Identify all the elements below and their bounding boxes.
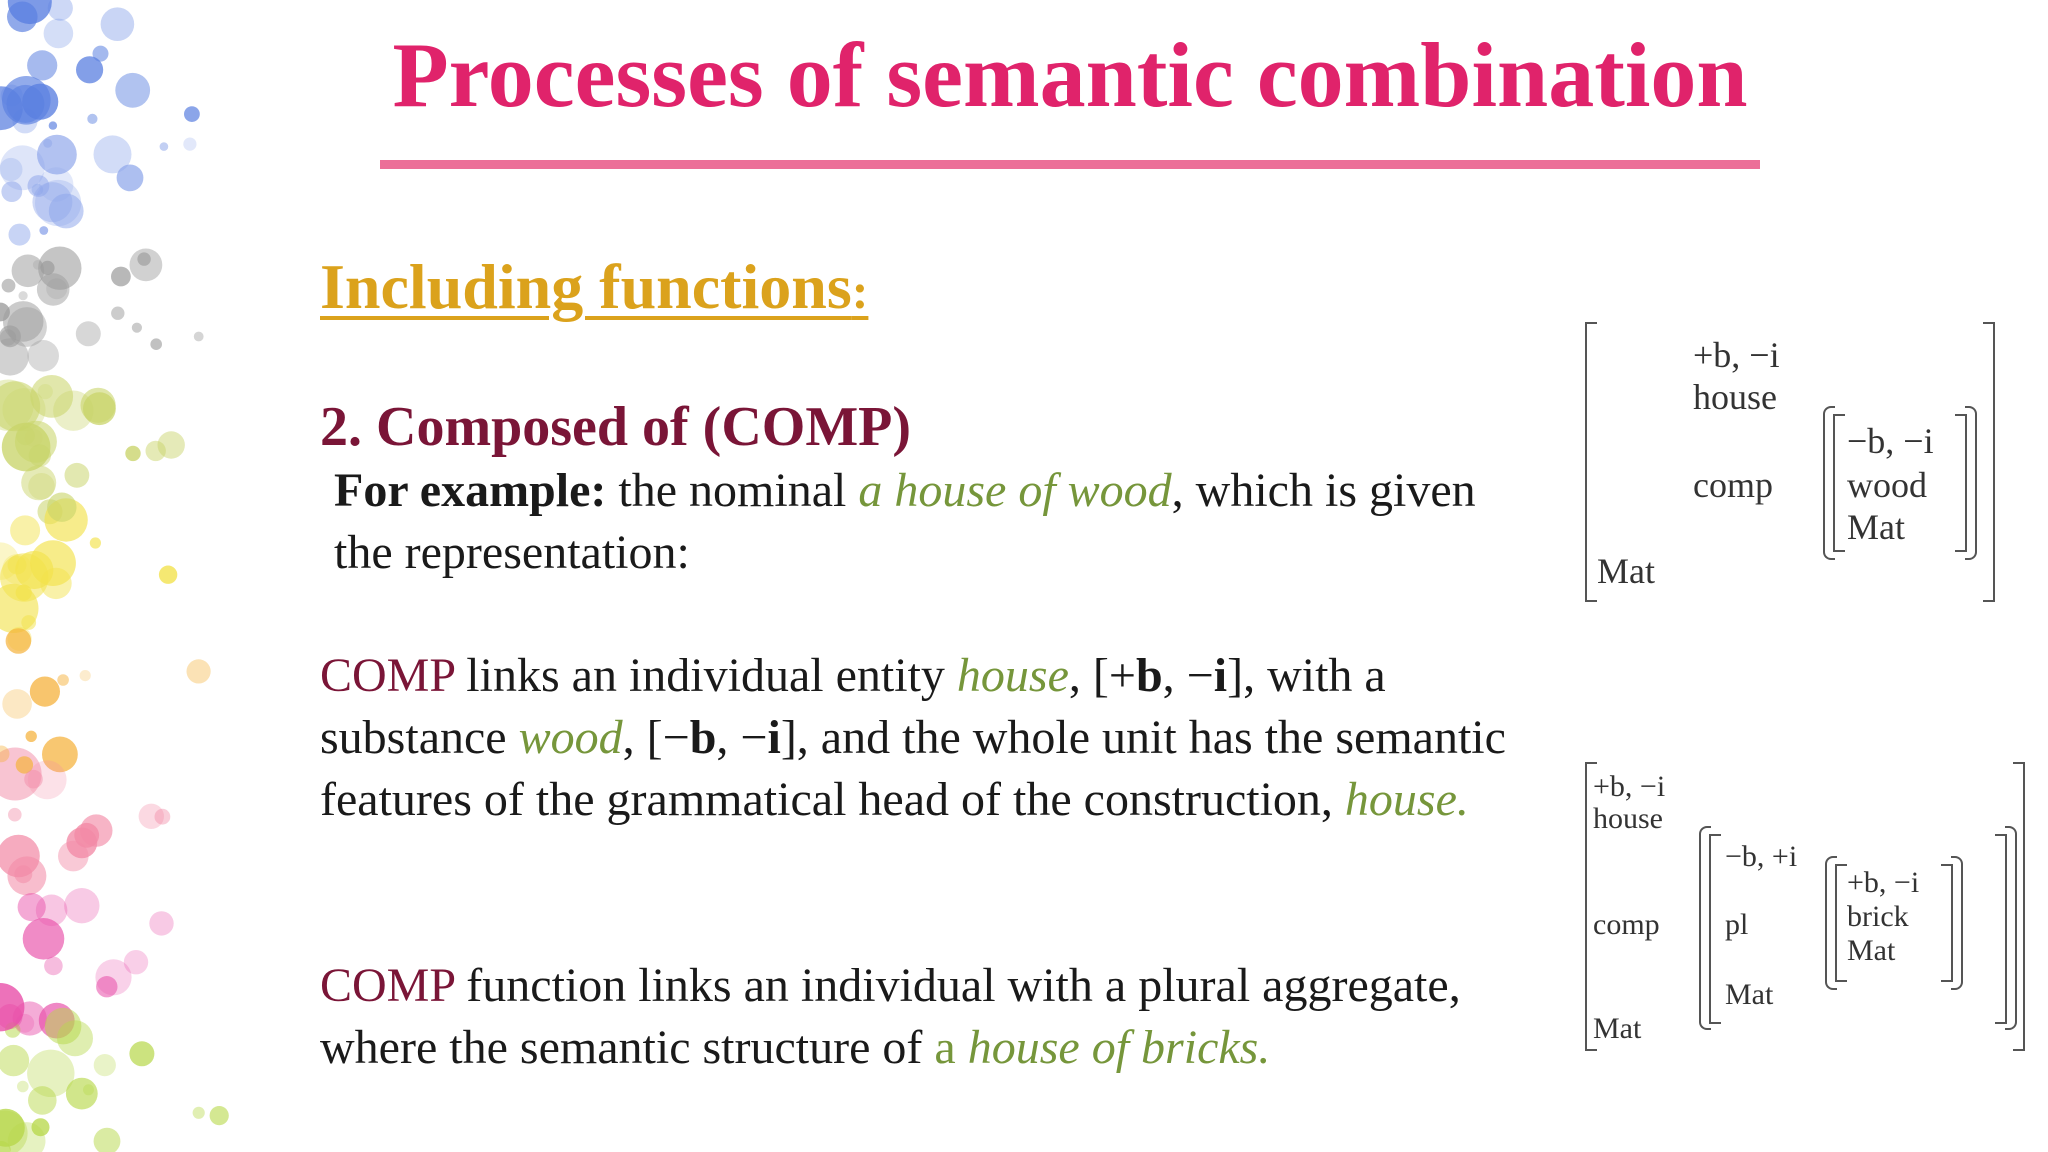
bubble: [187, 659, 211, 683]
bubble: [37, 273, 70, 306]
feature-i: i: [767, 711, 781, 764]
bubble: [27, 50, 57, 80]
bubble: [76, 321, 101, 346]
comp-paragraph-1: [320, 645, 1560, 831]
bubble: [94, 1128, 121, 1152]
bubble: [111, 307, 124, 320]
inner-right-paren: [1965, 406, 1977, 560]
bubble: [32, 1118, 50, 1136]
subheading-text: Including functions: [320, 251, 852, 322]
comp-label: comp: [1593, 908, 1660, 941]
bubble: [0, 1045, 29, 1076]
example-phrase: a house of wood: [858, 464, 1172, 517]
example-text-2: , which is given the representation:: [334, 464, 1476, 579]
bubble: [93, 46, 109, 62]
outer-mat: Mat: [1593, 1012, 1642, 1045]
comp-term: COMP: [320, 959, 455, 1012]
bubble: [0, 1111, 28, 1152]
subheading-colon: :: [851, 263, 869, 319]
feature-matrix-house-of-bricks: [1585, 762, 2025, 1052]
bubble: [193, 1107, 205, 1119]
bubble: [184, 106, 200, 122]
bubble: [150, 338, 162, 350]
head-word: house: [1693, 377, 1777, 417]
inner-mat: Mat: [1847, 507, 1905, 547]
outer-features: +b, −i: [1593, 770, 1666, 803]
bubble: [23, 918, 65, 960]
point-heading: 2. Composed of (COMP): [320, 396, 912, 458]
example-paragraph: [334, 460, 1534, 584]
mid-left-bracket: [1709, 834, 1721, 1024]
bubble: [158, 431, 185, 458]
comp1-text: ], and the whole unit has the semantic features of the grammatical head of the construction,: [320, 711, 1506, 826]
bubble: [19, 291, 28, 300]
comp1-example-wood: wood: [518, 711, 623, 764]
comp-label: comp: [1693, 465, 1773, 505]
comp1-text: , −: [1162, 649, 1214, 702]
bubble: [7, 856, 46, 895]
bubble: [139, 804, 164, 829]
bubble: [16, 426, 35, 445]
bubble: [30, 540, 76, 586]
bubble: [149, 911, 173, 935]
bubble: [96, 976, 117, 997]
bubble: [183, 138, 196, 151]
comp2-example-phrase: house of bricks.: [967, 1021, 1271, 1074]
bubble: [87, 114, 97, 124]
inner-left-bracket: [1833, 414, 1845, 552]
slide-title: Processes of semantic combination: [392, 24, 1748, 126]
bubble: [39, 226, 48, 235]
bubble: [47, 493, 76, 522]
comp1-text: , −: [716, 711, 768, 764]
bubble: [101, 7, 135, 41]
comp1-text: , [+: [1068, 649, 1136, 702]
outer-features: +b, −i: [1693, 335, 1780, 375]
bubble: [65, 463, 90, 488]
inner-word: brick: [1847, 900, 1909, 933]
mid-features: −b, +i: [1725, 840, 1798, 873]
bubble: [9, 224, 31, 246]
bubble: [21, 615, 36, 630]
comp1-text: , [−: [622, 711, 690, 764]
comp1-text: ], with a substance: [320, 649, 1386, 764]
feature-i: i: [1213, 649, 1228, 702]
bubble: [30, 375, 73, 418]
bubble: [8, 808, 22, 822]
bubble: [132, 323, 142, 333]
subheading: [320, 250, 868, 324]
bubble: [210, 1106, 229, 1125]
bubble: [17, 1081, 29, 1093]
comp1-example-house-end: house.: [1344, 773, 1469, 826]
bubble: [115, 73, 150, 108]
mid-mat: Mat: [1725, 978, 1774, 1011]
example-lead: For example:: [334, 464, 607, 517]
bubble: [80, 670, 91, 681]
bubble: [57, 674, 69, 686]
inner-right-paren: [1951, 856, 1963, 990]
inner-features: −b, −i: [1847, 421, 1934, 461]
bubble: [0, 325, 21, 347]
bubble: [44, 19, 74, 49]
comp-term: COMP: [320, 649, 455, 702]
feature-b: b: [1135, 649, 1163, 702]
comp2-example-article: a: [934, 1021, 968, 1074]
bubble: [74, 823, 99, 848]
bubble: [94, 135, 132, 173]
feature-b: b: [689, 711, 717, 764]
bubble: [159, 566, 177, 584]
bubble: [57, 1020, 93, 1056]
bubble: [160, 142, 169, 151]
bubble: [27, 1050, 74, 1097]
bubble: [44, 957, 63, 976]
bubble: [49, 121, 57, 129]
bubble: [30, 677, 60, 707]
bubble: [6, 628, 32, 654]
mid-right-paren: [2005, 826, 2017, 1030]
inner-word: wood: [1847, 465, 1927, 505]
head-word: house: [1593, 802, 1663, 835]
bubble: [64, 888, 99, 923]
bubble: [125, 446, 140, 461]
inner-mat: Mat: [1847, 934, 1896, 967]
outer-mat: Mat: [1597, 551, 1655, 591]
bubble: [0, 145, 45, 190]
bubble: [194, 332, 204, 342]
outer-right-bracket: [1983, 322, 1995, 602]
inner-left-bracket: [1835, 864, 1847, 982]
bubble: [129, 1041, 154, 1066]
bubble: [90, 537, 101, 548]
comp-paragraph-2: [320, 955, 1580, 1079]
bubble: [10, 515, 40, 545]
bubble: [43, 139, 52, 148]
decorative-bubbles: [0, 0, 300, 1152]
bubble: [124, 950, 148, 974]
bubble: [2, 689, 32, 719]
bubble: [137, 252, 150, 265]
bubble: [94, 1054, 116, 1076]
bubble: [111, 267, 131, 287]
bubble: [49, 194, 84, 229]
pl-label: pl: [1725, 908, 1749, 941]
bubble: [26, 731, 37, 742]
comp2-text: function links an individual with a plural aggregate, where the semantic structure of: [320, 959, 1461, 1074]
outer-left-bracket: [1585, 322, 1597, 602]
bubble: [22, 84, 58, 120]
title-underline: [380, 160, 1760, 169]
comp1-text: links an individual entity: [454, 649, 957, 702]
example-text-1: the nominal: [606, 464, 859, 517]
bubble: [18, 893, 46, 921]
bubble: [24, 770, 43, 789]
bubble: [28, 473, 55, 500]
inner-features: +b, −i: [1847, 866, 1920, 899]
comp1-example-house: house: [956, 649, 1069, 702]
feature-matrix-house-of-wood: [1585, 322, 1995, 602]
bubble: [2, 279, 16, 293]
